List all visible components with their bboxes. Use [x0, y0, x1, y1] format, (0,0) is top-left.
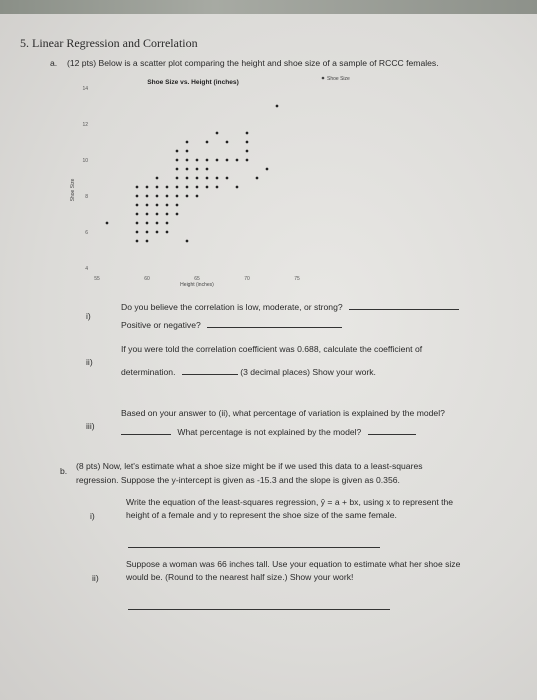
- y-axis-label: Shoe Size: [70, 178, 76, 202]
- data-point: [186, 168, 189, 171]
- data-point: [266, 168, 269, 171]
- x-tick-label: 75: [294, 276, 300, 282]
- data-point: [196, 168, 199, 171]
- data-point: [196, 186, 199, 189]
- x-tick-label: 65: [194, 276, 200, 282]
- data-point: [246, 132, 249, 135]
- data-point: [166, 231, 169, 234]
- data-point: [206, 159, 209, 162]
- data-point: [156, 186, 159, 189]
- data-point: [186, 159, 189, 162]
- data-point: [136, 240, 139, 243]
- data-point: [156, 213, 159, 216]
- data-point: [176, 204, 179, 207]
- data-point: [196, 177, 199, 180]
- part-a-text: (12 pts) Below is a scatter plot comparing the height and shoe size of a sample of RCCC females.: [67, 58, 439, 68]
- b-ii-answer-blank[interactable]: [128, 600, 390, 610]
- data-point: [176, 186, 179, 189]
- a-iii-question-2: What percentage is not explained by the model?: [177, 427, 362, 437]
- data-point: [246, 141, 249, 144]
- y-tick-label: 12: [82, 122, 88, 128]
- y-tick-label: 6: [85, 230, 88, 236]
- data-point: [216, 186, 219, 189]
- data-point: [186, 141, 189, 144]
- data-point: [246, 159, 249, 162]
- data-point: [216, 159, 219, 162]
- data-point: [106, 222, 109, 225]
- data-point: [196, 195, 199, 198]
- x-tick-label: 70: [244, 276, 250, 282]
- a-i-answer-blank-1[interactable]: [349, 300, 459, 310]
- data-point: [186, 177, 189, 180]
- data-point: [186, 150, 189, 153]
- data-point: [146, 204, 149, 207]
- data-point: [206, 168, 209, 171]
- b-i-answer-blank[interactable]: [128, 538, 380, 548]
- data-point: [136, 222, 139, 225]
- data-point: [166, 213, 169, 216]
- a-ii-line1: If you were told the correlation coefficient was 0.688, calculate the coefficient of: [121, 344, 423, 354]
- b-i-line1: Write the equation of the least-squares regression, ŷ = a + bx, using x to represent the: [126, 497, 454, 507]
- chart-title: Shoe Size vs. Height (inches): [147, 79, 239, 86]
- data-point: [186, 240, 189, 243]
- data-point: [176, 213, 179, 216]
- y-tick-label: 14: [82, 86, 88, 92]
- data-point: [216, 132, 219, 135]
- a-ii-line2: [121, 365, 376, 379]
- x-tick-label: 55: [94, 276, 100, 282]
- a-iii-line1: Based on your answer to (ii), what percentage of variation is explained by the model?: [121, 408, 445, 418]
- data-point: [176, 195, 179, 198]
- data-point: [276, 105, 279, 108]
- data-point: [176, 159, 179, 162]
- data-point: [256, 177, 259, 180]
- y-tick-label: 8: [85, 194, 88, 200]
- data-point: [146, 231, 149, 234]
- x-tick-label: 60: [144, 276, 150, 282]
- a-i-number: i): [86, 311, 91, 321]
- data-point: [166, 222, 169, 225]
- a-iii-answer-blank-1[interactable]: [121, 425, 171, 435]
- data-point: [146, 195, 149, 198]
- data-point: [206, 141, 209, 144]
- data-point: [146, 222, 149, 225]
- data-point: [186, 195, 189, 198]
- a-i-line1: [121, 300, 459, 314]
- a-ii-instructions: (3 decimal places) Show your work.: [240, 367, 376, 377]
- y-tick-label: 4: [85, 266, 88, 272]
- data-point: [166, 195, 169, 198]
- b-ii-number: ii): [92, 573, 99, 583]
- b-ii-line1: Suppose a woman was 66 inches tall. Use your equation to estimate what her shoe size: [126, 559, 461, 569]
- b-i-line2: height of a female and y to represent the shoe size of the same female.: [126, 510, 397, 520]
- part-b-line2: regression. Suppose the y-intercept is given as -15.3 and the slope is given as 0.356.: [76, 475, 400, 485]
- data-point: [236, 186, 239, 189]
- data-point: [176, 177, 179, 180]
- data-point: [156, 231, 159, 234]
- part-b-line1: (8 pts) Now, let's estimate what a shoe size might be if we used this data to a least-squares: [76, 461, 423, 471]
- data-point: [136, 231, 139, 234]
- data-point: [156, 195, 159, 198]
- a-i-question-2: Positive or negative?: [121, 320, 201, 330]
- data-point: [176, 150, 179, 153]
- data-point: [186, 186, 189, 189]
- b-i-number: i): [90, 511, 95, 521]
- y-tick-labels: [82, 86, 88, 272]
- a-iii-number: iii): [86, 421, 95, 431]
- part-a-label: a.: [50, 58, 58, 68]
- part-b-label: b.: [60, 466, 68, 476]
- data-point: [156, 204, 159, 207]
- data-point: [246, 150, 249, 153]
- a-iii-line2: [121, 425, 416, 439]
- section-heading: 5. Linear Regression and Correlation: [20, 36, 198, 50]
- b-ii-line2: would be. (Round to the nearest half size.) Show your work!: [126, 572, 354, 582]
- data-point: [206, 177, 209, 180]
- data-point: [136, 195, 139, 198]
- legend-marker: [322, 77, 325, 80]
- x-tick-labels: [94, 276, 300, 282]
- data-point: [136, 213, 139, 216]
- data-point: [136, 186, 139, 189]
- a-iii-answer-blank-2[interactable]: [368, 425, 416, 435]
- a-i-answer-blank-2[interactable]: [207, 318, 342, 328]
- a-ii-number: ii): [86, 357, 93, 367]
- a-i-question: Do you believe the correlation is low, moderate, or strong?: [121, 302, 343, 312]
- data-point: [146, 186, 149, 189]
- legend-label: Shoe Size: [327, 76, 350, 82]
- data-point: [226, 141, 229, 144]
- data-point: [146, 213, 149, 216]
- data-point: [226, 159, 229, 162]
- a-i-line2: [121, 318, 342, 332]
- data-point: [236, 159, 239, 162]
- data-point: [176, 168, 179, 171]
- data-point: [196, 159, 199, 162]
- data-point: [146, 240, 149, 243]
- data-point: [136, 204, 139, 207]
- data-points: [106, 105, 279, 243]
- a-ii-determination: determination.: [121, 367, 176, 377]
- data-point: [156, 177, 159, 180]
- x-axis-label: Height (inches): [180, 282, 214, 288]
- a-ii-answer-blank[interactable]: [182, 365, 238, 375]
- data-point: [156, 222, 159, 225]
- data-point: [226, 177, 229, 180]
- data-point: [166, 204, 169, 207]
- y-tick-label: 10: [82, 158, 88, 164]
- background-strip: [0, 0, 537, 14]
- data-point: [166, 186, 169, 189]
- data-point: [206, 186, 209, 189]
- data-point: [216, 177, 219, 180]
- scatter-chart: [60, 70, 380, 290]
